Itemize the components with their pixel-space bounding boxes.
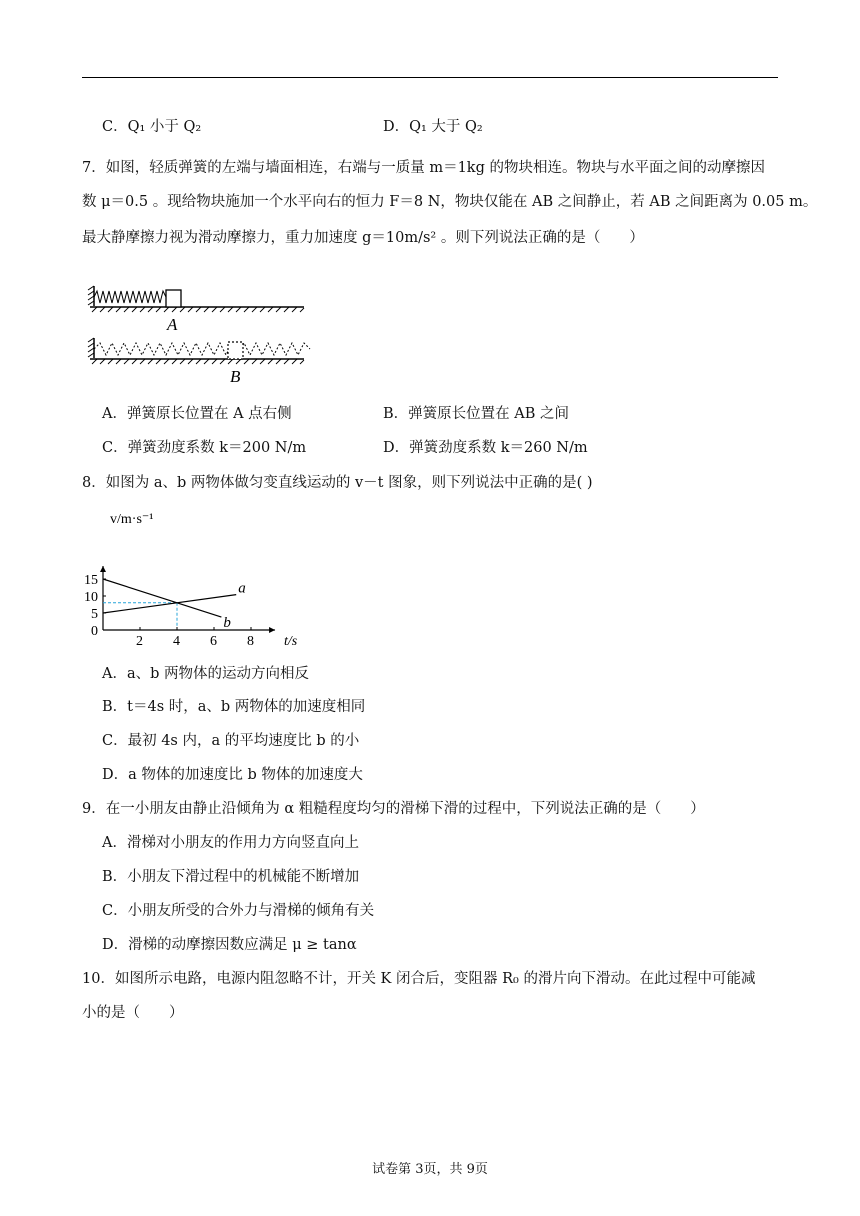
x-tick-label: 6 <box>210 634 217 649</box>
x-tick-label: 4 <box>173 634 180 649</box>
y-tick-label: 0 <box>91 624 98 639</box>
q8-option-b: B．t＝4s 时，a、b 两物体的加速度相同 <box>102 699 366 715</box>
vt-chart <box>82 505 312 655</box>
header-rule <box>82 77 778 78</box>
q9-option-a: A．滑梯对小朋友的作用力方向竖直向上 <box>102 835 359 851</box>
q8-option-a: A．a、b 两物体的运动方向相反 <box>102 666 310 682</box>
q7-stem-line1: 7．如图，轻质弹簧的左端与墙面相连，右端与一质量 m＝1kg 的物块相连。物块与水平面之间的动摩擦因 <box>82 160 765 176</box>
label-a: A <box>167 315 178 334</box>
prev-option-c: C．Q₁ 小于 Q₂ <box>102 119 202 135</box>
y-tick-label: 15 <box>84 573 98 588</box>
y-axis-label: v/m·s⁻¹ <box>110 512 154 527</box>
q7-option-a: A．弹簧原长位置在 A 点右侧 <box>102 406 292 422</box>
q7-option-c: C．弹簧劲度系数 k＝200 N/m <box>102 440 307 456</box>
y-tick-label: 5 <box>91 607 98 622</box>
series-line-b <box>103 579 221 617</box>
q9-stem: 9．在一小朋友由静止沿倾角为 α 粗糙程度均匀的滑梯下滑的过程中，下列说法正确的是（ ） <box>82 801 705 817</box>
page-footer: 试卷第 3页，共 9页 <box>372 1162 488 1177</box>
q9-option-d: D．滑梯的动摩擦因数应满足 μ ≥ tanα <box>102 937 357 953</box>
x-axis-label: t/s <box>284 634 298 649</box>
q7-spring-figure <box>84 280 314 390</box>
q10-stem-line2: 小的是（ ） <box>82 1005 184 1021</box>
q7-stem-line2: 数 μ＝0.5 。现给物块施加一个水平向右的恒力 F＝8 N，物块仅能在 AB 之间静止，若 AB 之间距离为 0.05 m。 <box>82 194 818 210</box>
label-b: B <box>230 367 241 386</box>
q8-stem: 8．如图为 a、b 两物体做匀变直线运动的 v－t 图象，则下列说法中正确的是( ) <box>82 475 593 491</box>
q9-option-b: B．小朋友下滑过程中的机械能不断增加 <box>102 869 360 885</box>
q7-option-d: D．弹簧劲度系数 k＝260 N/m <box>383 440 588 456</box>
q8-option-d: D．a 物体的加速度比 b 物体的加速度大 <box>102 767 363 783</box>
q10-stem-line1: 10．如图所示电路，电源内阻忽略不计，开关 K 闭合后，变阻器 R₀ 的滑片向下滑动。在此过程中可能减 <box>82 971 756 987</box>
series-line-a <box>103 595 236 613</box>
x-tick-label: 2 <box>136 634 143 649</box>
prev-option-d: D．Q₁ 大于 Q₂ <box>383 119 483 135</box>
series-label-b: b <box>223 615 231 632</box>
q7-option-b: B．弹簧原长位置在 AB 之间 <box>383 406 569 422</box>
series-label-a: a <box>238 580 246 597</box>
x-axis-arrow <box>269 627 275 633</box>
q9-option-c: C．小朋友所受的合外力与滑梯的倾角有关 <box>102 903 375 919</box>
q7-stem-line3: 最大静摩擦力视为滑动摩擦力，重力加速度 g＝10m/s² 。则下列说法正确的是（ ） <box>82 230 644 246</box>
q8-option-c: C．最初 4s 内，a 的平均速度比 b 的小 <box>102 733 360 749</box>
y-axis-arrow <box>100 566 106 572</box>
y-tick-label: 10 <box>84 590 98 605</box>
x-tick-label: 8 <box>247 634 254 649</box>
